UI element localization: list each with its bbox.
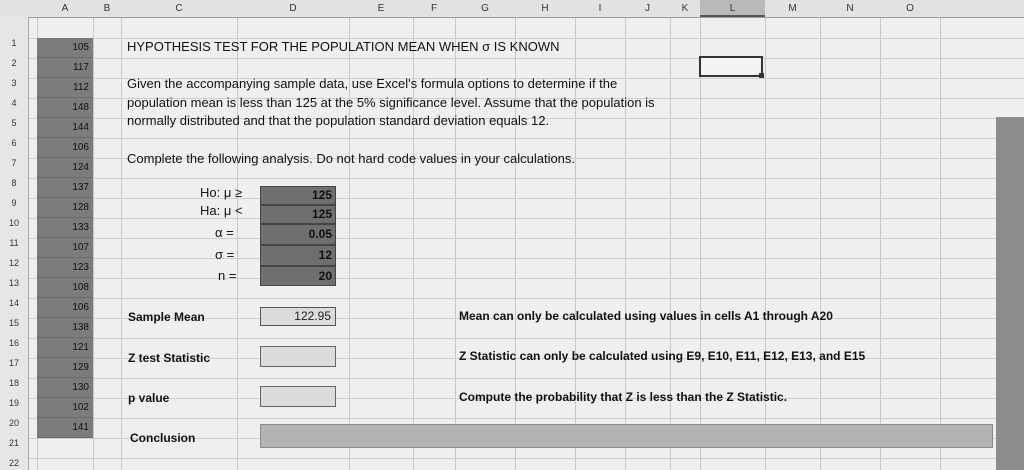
vertical-scrollbar[interactable]	[996, 117, 1024, 470]
grid-line	[455, 0, 456, 470]
row-header-13[interactable]: 13	[8, 278, 19, 288]
grid-line	[0, 338, 1024, 339]
instruction-line-3: normally distributed and that the population standard deviation equals 12.	[127, 113, 550, 128]
grid-line	[0, 198, 1024, 199]
grid-line	[820, 0, 821, 470]
data-cell-a3[interactable]: 112	[37, 78, 93, 98]
data-cell-a12[interactable]: 123	[37, 258, 93, 278]
row-header-6[interactable]: 6	[11, 138, 17, 148]
n-label: n =	[218, 268, 237, 283]
grid-line	[0, 258, 1024, 259]
ha-label: Ha: μ <	[200, 203, 243, 218]
z-statistic-input[interactable]	[260, 346, 336, 367]
grid-line	[0, 138, 1024, 139]
column-header-i[interactable]: I	[598, 3, 602, 14]
grid-line	[121, 0, 122, 470]
grid-line	[349, 0, 350, 470]
row-header-11[interactable]: 11	[9, 238, 19, 248]
data-cell-a16[interactable]: 121	[37, 338, 93, 358]
grid-line	[93, 0, 94, 470]
data-cell-a1[interactable]: 105	[37, 38, 93, 58]
instruction-line-2: population mean is less than 125 at the 5% significance level. Assume that the population is	[127, 95, 655, 110]
grid-line	[0, 298, 1024, 299]
data-cell-a4[interactable]: 148	[37, 98, 93, 118]
row-header-3[interactable]: 3	[11, 78, 17, 88]
row-header-1[interactable]: 1	[11, 38, 17, 48]
row-header-18[interactable]: 18	[8, 378, 19, 388]
grid-line	[0, 278, 1024, 279]
column-header-g[interactable]: G	[481, 3, 489, 14]
data-cell-a20[interactable]: 141	[37, 418, 93, 438]
z-statistic-label: Z test Statistic	[128, 351, 211, 365]
row-header-14[interactable]: 14	[8, 298, 19, 308]
page-title: HYPOTHESIS TEST FOR THE POPULATION MEAN WHEN σ IS KNOWN	[127, 39, 560, 54]
p-value-label: p value	[128, 391, 170, 405]
column-header-f[interactable]: F	[430, 3, 438, 14]
row-header-15[interactable]: 15	[8, 318, 19, 328]
column-header-c[interactable]: C	[175, 3, 183, 14]
grid-line	[0, 218, 1024, 219]
grid-line	[0, 458, 1024, 459]
data-cell-a19[interactable]: 102	[37, 398, 93, 418]
row-header-8[interactable]: 8	[11, 178, 17, 188]
column-header-l-selected[interactable]: L	[700, 0, 765, 17]
row-header-16[interactable]: 16	[8, 338, 19, 348]
selected-cell-l2[interactable]	[699, 56, 763, 77]
grid-line	[413, 0, 414, 470]
grid-line	[237, 0, 238, 470]
grid-line	[0, 418, 1024, 419]
column-header-m[interactable]: M	[788, 3, 797, 14]
ho-value-cell[interactable]: 125	[260, 186, 336, 205]
grid-line	[0, 58, 1024, 59]
complete-note: Complete the following analysis. Do not hard code values in your calculations.	[127, 151, 576, 166]
data-cell-a2[interactable]: 117	[37, 58, 93, 78]
row-header-17[interactable]: 17	[8, 358, 19, 368]
column-header-h[interactable]: H	[541, 3, 549, 14]
alpha-label: α =	[215, 225, 234, 240]
row-header-2[interactable]: 2	[11, 58, 17, 68]
sample-mean-cell[interactable]: 122.95	[260, 307, 336, 326]
row-header-21[interactable]: 21	[8, 438, 19, 448]
data-cell-a15[interactable]: 138	[37, 318, 93, 338]
row-header-4[interactable]: 4	[11, 98, 17, 108]
ha-value-cell[interactable]: 125	[260, 205, 336, 224]
conclusion-label: Conclusion	[130, 431, 196, 445]
column-header-k[interactable]: K	[681, 3, 689, 14]
n-value-cell[interactable]: 20	[260, 266, 336, 286]
sigma-value-cell[interactable]: 12	[260, 245, 336, 266]
column-header-n[interactable]: N	[846, 3, 854, 14]
grid-line	[880, 0, 881, 470]
row-header-7[interactable]: 7	[11, 158, 17, 168]
data-cell-a5[interactable]: 144	[37, 118, 93, 138]
grid-line	[0, 178, 1024, 179]
column-header-a[interactable]: A	[61, 3, 69, 14]
data-cell-a14[interactable]: 106	[37, 298, 93, 318]
fill-handle[interactable]	[759, 73, 764, 78]
row-header-12[interactable]: 12	[8, 258, 19, 268]
z-note: Z Statistic can only be calculated using E9, E10, E11, E12, E13, and E15	[459, 349, 866, 363]
column-header-bar	[0, 0, 1024, 18]
row-header-22[interactable]: 22	[8, 458, 19, 468]
grid-line	[0, 378, 1024, 379]
row-header-10[interactable]: 10	[8, 218, 19, 228]
conclusion-input[interactable]	[260, 424, 993, 448]
sigma-label: σ =	[215, 247, 235, 262]
ho-label: Ho: μ ≥	[200, 185, 243, 200]
data-cell-a10[interactable]: 133	[37, 218, 93, 238]
instruction-line-1: Given the accompanying sample data, use Excel's formula options to determine if the	[127, 76, 618, 91]
column-header-b[interactable]: B	[103, 3, 111, 14]
column-header-j[interactable]: J	[645, 3, 650, 14]
p-note: Compute the probability that Z is less than the Z Statistic.	[459, 390, 788, 404]
data-cell-a18[interactable]: 130	[37, 378, 93, 398]
column-header-o[interactable]: O	[906, 3, 914, 14]
column-header-d[interactable]: D	[289, 3, 297, 14]
grid-line	[940, 0, 941, 470]
row-header-bar	[0, 17, 29, 470]
mean-note: Mean can only be calculated using values in cells A1 through A20	[459, 309, 833, 323]
column-header-e[interactable]: E	[377, 3, 385, 14]
p-value-input[interactable]	[260, 386, 336, 407]
row-header-5[interactable]: 5	[11, 118, 17, 128]
row-header-9[interactable]: 9	[11, 198, 17, 208]
data-cell-a13[interactable]: 108	[37, 278, 93, 298]
data-cell-a8[interactable]: 137	[37, 178, 93, 198]
row-header-20[interactable]: 20	[8, 418, 19, 428]
row-header-19[interactable]: 19	[8, 398, 19, 408]
data-cell-a11[interactable]: 107	[37, 238, 93, 258]
data-cell-a9[interactable]: 128	[37, 198, 93, 218]
data-cell-a7[interactable]: 124	[37, 158, 93, 178]
alpha-value-cell[interactable]: 0.05	[260, 224, 336, 245]
grid-line	[0, 238, 1024, 239]
sample-mean-label: Sample Mean	[128, 310, 205, 324]
data-cell-a6[interactable]: 106	[37, 138, 93, 158]
data-cell-a17[interactable]: 129	[37, 358, 93, 378]
